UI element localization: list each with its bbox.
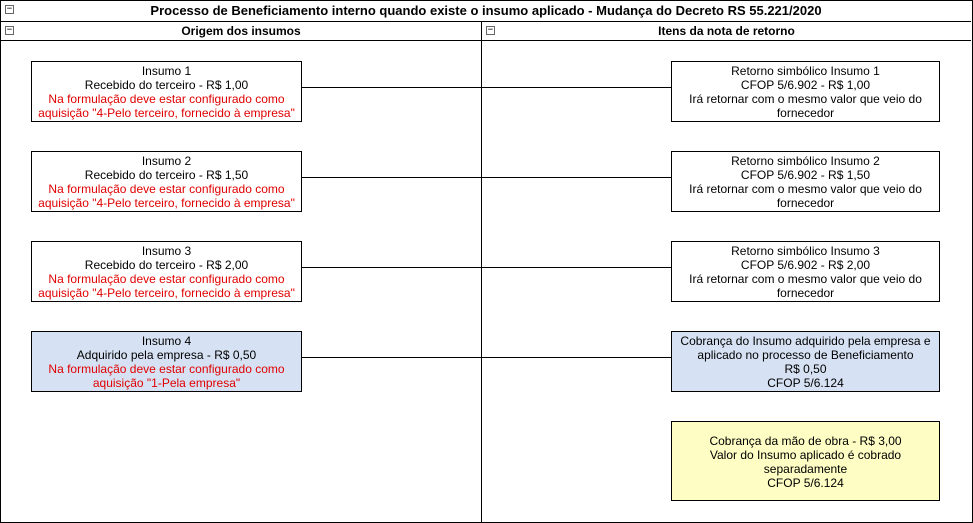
node-title: Insumo 2 [141, 154, 192, 168]
node-line: R$ 0,50 [784, 362, 827, 376]
node-note: aquisição "4-Pelo terceiro, fornecido à empresa" [38, 106, 295, 120]
diagram-title: Processo de Beneficiamento interno quando existe o insumo aplicado - Mudança do Decreto RS 55.221/2020 [1, 1, 971, 22]
node-detail: Adquirido pela empresa - R$ 0,50 [76, 348, 257, 362]
connector-insumo-1 [301, 87, 671, 88]
node-line: Cobrança do Insumo adquirido pela empresa e [680, 334, 931, 348]
node-cobranca-mao-de-obra[interactable] [671, 421, 940, 501]
node-line: fornecedor [776, 286, 835, 300]
node-title: Insumo 3 [141, 244, 192, 258]
node-insumo-4[interactable] [31, 331, 302, 392]
node-retorno-insumo-2[interactable] [671, 151, 940, 212]
lane-divider [481, 22, 482, 522]
node-title: Insumo 1 [141, 64, 192, 78]
node-line: aplicado no processo de Beneficiamento [697, 348, 914, 362]
node-detail: Recebido do terceiro - R$ 1,50 [84, 168, 249, 182]
node-title: Insumo 4 [141, 334, 192, 348]
node-insumo-2[interactable] [31, 151, 302, 212]
node-note: Na formulação deve estar configurado como [48, 92, 285, 106]
node-line: Retorno simbólico Insumo 3 [731, 244, 880, 258]
connector-insumo-2 [301, 177, 671, 178]
node-insumo-3[interactable] [31, 241, 302, 302]
node-note: Na formulação deve estar configurado como [48, 182, 285, 196]
node-retorno-insumo-1[interactable] [671, 61, 940, 122]
node-note: Na formulação deve estar configurado como [48, 272, 285, 286]
connector-insumo-4 [301, 357, 671, 358]
node-line: Valor do Insumo aplicado é cobrado [709, 448, 902, 462]
node-line: Cobrança da mão de obra - R$ 3,00 [709, 434, 902, 448]
node-line: CFOP 5/6.124 [767, 376, 844, 390]
node-line: Irá retornar com o mesmo valor que veio do [689, 182, 922, 196]
node-line: fornecedor [776, 196, 835, 210]
node-line: CFOP 5/6.902 - R$ 1,50 [740, 168, 871, 182]
node-note: aquisição "4-Pelo terceiro, fornecido à empresa" [38, 286, 295, 300]
lane-header-itens: Itens da nota de retorno [482, 22, 971, 41]
node-line: CFOP 5/6.902 - R$ 1,00 [740, 78, 871, 92]
node-line: CFOP 5/6.124 [767, 476, 844, 490]
node-note: aquisição "4-Pelo terceiro, fornecido à empresa" [38, 196, 295, 210]
node-line: Irá retornar com o mesmo valor que veio do [689, 92, 922, 106]
node-detail: Recebido do terceiro - R$ 2,00 [84, 258, 249, 272]
collapse-right-lane-icon[interactable]: − [487, 25, 494, 35]
collapse-left-lane-icon[interactable]: − [6, 25, 13, 35]
connector-insumo-3 [301, 267, 671, 268]
collapse-title-icon[interactable]: − [6, 4, 13, 14]
lane-header-origem: Origem dos insumos [1, 22, 481, 41]
node-line: fornecedor [776, 106, 835, 120]
node-line: Retorno simbólico Insumo 2 [731, 154, 880, 168]
node-retorno-insumo-3[interactable] [671, 241, 940, 302]
node-line: Irá retornar com o mesmo valor que veio do [689, 272, 922, 286]
node-note: aquisição "1-Pela empresa" [92, 376, 241, 390]
node-note: Na formulação deve estar configurado como [48, 362, 285, 376]
node-insumo-1[interactable] [31, 61, 302, 122]
node-line: CFOP 5/6.902 - R$ 2,00 [740, 258, 871, 272]
node-line: separadamente [763, 462, 848, 476]
node-detail: Recebido do terceiro - R$ 1,00 [84, 78, 249, 92]
node-line: Retorno simbólico Insumo 1 [731, 64, 880, 78]
node-cobranca-insumo[interactable] [671, 331, 940, 392]
